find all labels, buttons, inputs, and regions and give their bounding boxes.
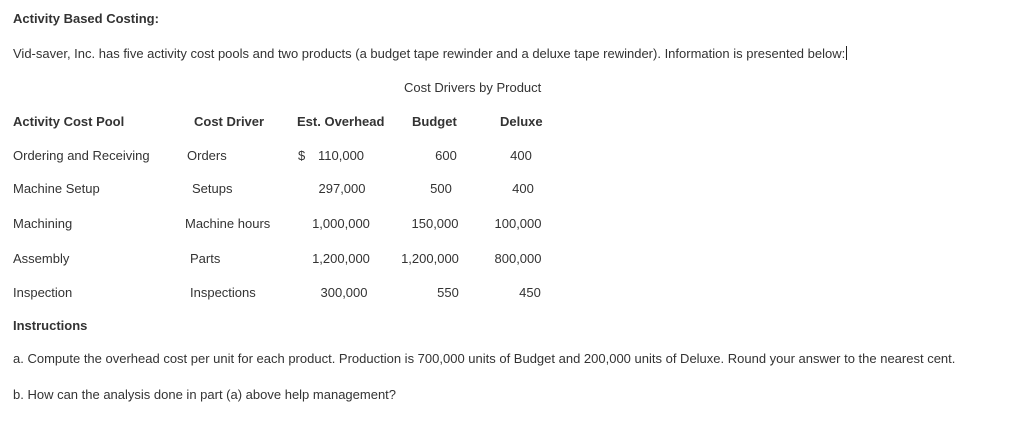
row-activity-cost-pool: Machining: [13, 216, 73, 231]
row-budget-driver: 500: [430, 181, 452, 196]
row-deluxe-driver: 400: [510, 148, 532, 163]
row-budget-driver: 1,200,000: [401, 251, 459, 266]
instructions-heading: Instructions: [13, 318, 88, 333]
row-budget-driver: 150,000: [411, 216, 459, 231]
intro-paragraph: [13, 46, 847, 61]
row-activity-cost-pool: Machine Setup: [13, 181, 100, 196]
page-title: Activity Based Costing:: [13, 11, 159, 26]
row-budget-driver: 550: [437, 285, 459, 300]
cost-drivers-group-header: Cost Drivers by Product: [404, 80, 542, 95]
row-deluxe-driver: 450: [519, 285, 541, 300]
instruction-b: b. How can the analysis done in part (a) above help management?: [13, 387, 397, 402]
row-est-overhead: 1,200,000: [312, 251, 370, 266]
row-deluxe-driver: 100,000: [494, 216, 542, 231]
row-cost-driver: Parts: [190, 251, 221, 266]
row-est-overhead: 297,000: [318, 181, 366, 196]
row-activity-cost-pool: Ordering and Receiving: [13, 148, 150, 163]
header-deluxe: Deluxe: [500, 114, 543, 129]
row-est-overhead: 300,000: [320, 285, 368, 300]
header-est-overhead: Est. Overhead: [297, 114, 385, 129]
header-cost-driver: Cost Driver: [194, 114, 265, 129]
instruction-a: a. Compute the overhead cost per unit for each product. Production is 700,000 units of Budget and 200,000 units of Deluxe. Round your answer to the nearest cent.: [13, 351, 956, 366]
header-budget: Budget: [412, 114, 457, 129]
row-cost-driver: Setups: [192, 181, 233, 196]
row-cost-driver: Orders: [187, 148, 227, 163]
row-deluxe-driver: 400: [512, 181, 534, 196]
row-deluxe-driver: 800,000: [494, 251, 542, 266]
row-cost-driver: Machine hours: [185, 216, 271, 231]
text-cursor: [846, 46, 847, 60]
row-activity-cost-pool: Assembly: [13, 251, 70, 266]
row-budget-driver: 600: [435, 148, 457, 163]
row-est-overhead: 1,000,000: [312, 216, 370, 231]
row-currency-symbol: $: [298, 148, 306, 163]
row-activity-cost-pool: Inspection: [13, 285, 73, 300]
row-cost-driver: Inspections: [190, 285, 256, 300]
header-activity-cost-pool: Activity Cost Pool: [13, 114, 125, 129]
intro-text: Vid-saver, Inc. has five activity cost pools and two products (a budget tape rewinder and a deluxe tape rewinder). Information is presented below:: [13, 46, 846, 61]
row-est-overhead: 110,000: [318, 148, 365, 163]
